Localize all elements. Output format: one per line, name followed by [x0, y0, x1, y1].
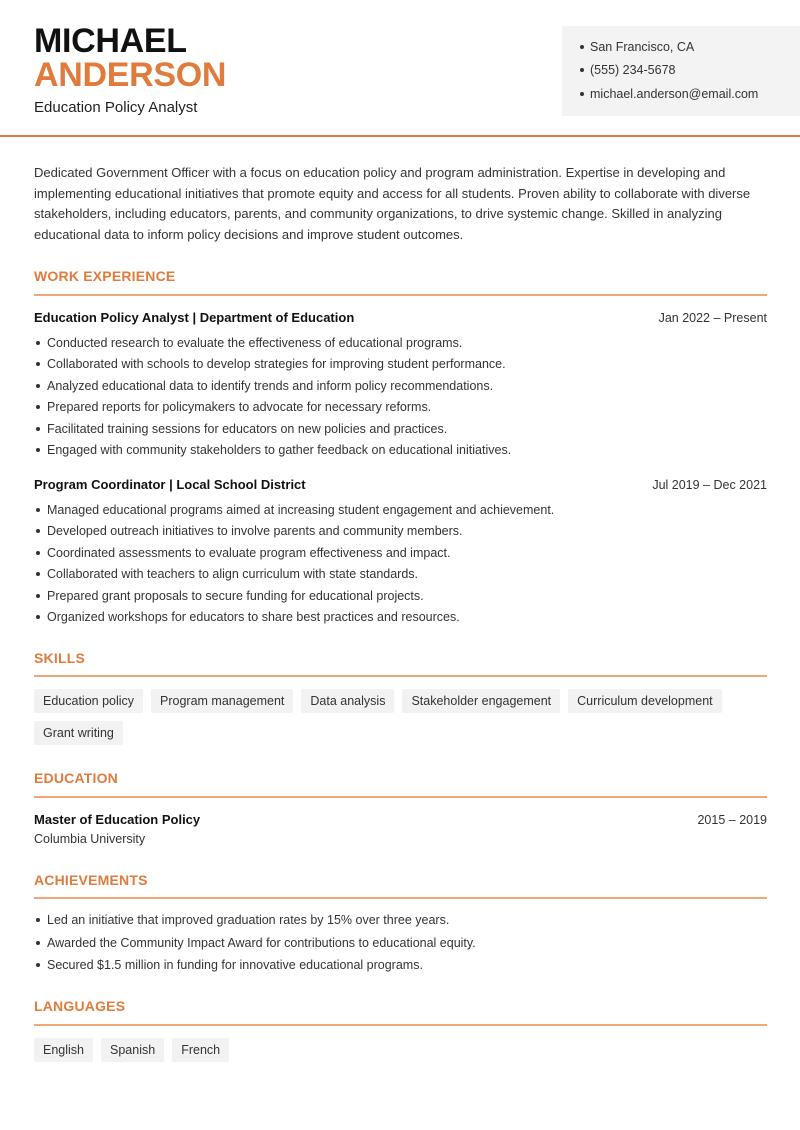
professional-summary: Dedicated Government Officer with a focus on education policy and program administration. Expertise in developing and implementing educational initiatives that promote equity and access for all students. Proven ability to collaborate with diverse stakeholders, including educators, parents, and community organizations, to drive systemic change. Skilled in analyzing educational data to inform policy decisions and improve student outcomes.: [34, 165, 751, 242]
job-title-1: Education Policy Analyst | Department of Education: [34, 310, 355, 325]
list-item: Led an initiative that improved graduation rates by 15% over three years.: [34, 912, 767, 935]
education-school: Columbia University: [34, 832, 146, 846]
list-item: Engaged with community stakeholders to gather feedback on educational initiatives.: [34, 442, 767, 463]
section-title-education: EDUCATION: [34, 770, 118, 786]
job-bullets-1: [34, 335, 767, 463]
list-item: Awarded the Community Impact Award for contributions to educational equity.: [34, 935, 767, 958]
bullet-icon: [580, 68, 584, 72]
list-item: Coordinated assessments to evaluate program effectiveness and impact.: [34, 545, 767, 566]
language-tag: French: [172, 1038, 229, 1062]
education-degree: Master of Education Policy: [34, 812, 201, 827]
education-dates: 2015 – 2019: [697, 813, 767, 827]
list-item: Organized workshops for educators to share best practices and resources.: [34, 609, 767, 630]
achievements-list: [34, 912, 767, 980]
skill-tag: Stakeholder engagement: [402, 689, 560, 713]
bullet-icon: [580, 92, 584, 96]
list-item: Facilitated training sessions for educators on new policies and practices.: [34, 421, 767, 442]
job-title: Education Policy Analyst: [34, 99, 198, 116]
list-item: Collaborated with teachers to align curriculum with state standards.: [34, 566, 767, 587]
contact-location: San Francisco, CA: [580, 39, 694, 55]
skill-tag: Grant writing: [34, 721, 123, 745]
resume-header: [0, 0, 800, 137]
list-item: Secured $1.5 million in funding for innovative educational programs.: [34, 957, 767, 980]
contact-phone: (555) 234-5678: [580, 62, 675, 78]
skill-tag: Program management: [151, 689, 293, 713]
list-item: Conducted research to evaluate the effectiveness of educational programs.: [34, 335, 767, 356]
list-item: Collaborated with schools to develop strategies for improving student performance.: [34, 356, 767, 377]
list-item: Developed outreach initiatives to involve parents and community members.: [34, 523, 767, 544]
skills-list: [34, 689, 774, 745]
language-tag: English: [34, 1038, 93, 1062]
last-name: ANDERSON: [34, 56, 227, 94]
list-item: Prepared grant proposals to secure funding for educational projects.: [34, 588, 767, 609]
job-bullets-2: [34, 502, 767, 630]
contact-email: michael.anderson@email.com: [580, 86, 758, 102]
job-dates-1: Jan 2022 – Present: [658, 311, 767, 325]
section-title-work: WORK EXPERIENCE: [34, 268, 176, 284]
skill-tag: Education policy: [34, 689, 143, 713]
bullet-icon: [580, 45, 584, 49]
section-title-achievements: ACHIEVEMENTS: [34, 872, 148, 888]
skill-tag: Data analysis: [301, 689, 394, 713]
job-dates-2: Jul 2019 – Dec 2021: [652, 478, 767, 492]
section-divider: [34, 675, 767, 677]
skill-tag: Curriculum development: [568, 689, 721, 713]
section-divider: [34, 897, 767, 899]
languages-list: [34, 1038, 774, 1062]
section-divider: [34, 1024, 767, 1026]
section-divider: [34, 796, 767, 798]
language-tag: Spanish: [101, 1038, 164, 1062]
section-title-languages: LANGUAGES: [34, 998, 126, 1014]
list-item: Analyzed educational data to identify trends and inform policy recommendations.: [34, 378, 767, 399]
section-title-skills: SKILLS: [34, 650, 85, 666]
section-divider: [34, 294, 767, 296]
first-name: MICHAEL: [34, 22, 187, 60]
list-item: Prepared reports for policymakers to advocate for necessary reforms.: [34, 399, 767, 420]
list-item: Managed educational programs aimed at increasing student engagement and achievement.: [34, 502, 767, 523]
contact-box: [562, 26, 800, 116]
job-title-2: Program Coordinator | Local School District: [34, 477, 306, 492]
